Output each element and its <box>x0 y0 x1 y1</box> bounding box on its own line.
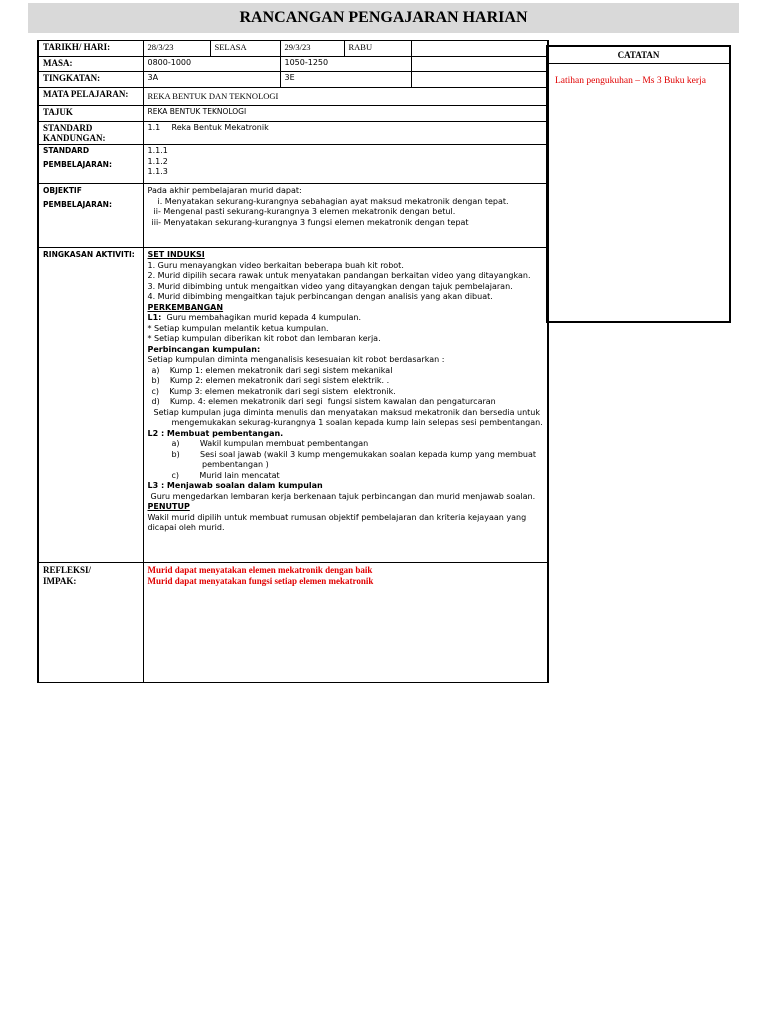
setiap-line-1: Setiap kumpulan juga diminta menulis dan menyatakan maksud mekatronik dan bersedia untuk <box>153 407 540 417</box>
induksi-line: 1. Guru menayangkan video berkaitan beberapa buah kit robot. <box>147 260 404 270</box>
topic-value: REKA BENTUK TEKNOLOGI <box>143 106 548 122</box>
sk-number: 1.1 <box>147 123 161 132</box>
catatan-heading: CATATAN <box>548 47 729 64</box>
l2-item: b) Sesi soal jawab (wakil 3 kump mengemukakan soalan kepada kump yang membuat <box>171 449 537 459</box>
class-2: 3E <box>280 72 411 88</box>
refleksi-label-line-1: REFLEKSI/ <box>43 565 92 575</box>
row-tajuk <box>38 106 548 122</box>
sk-value <box>143 122 548 145</box>
row-standard-kandungan <box>38 122 548 145</box>
penutup-line: dicapai oleh murid. <box>147 523 225 532</box>
l3-text: Guru mengedarkan lembaran kerja berkenaan tajuk perbincangan dan murid menjawab soalan. <box>150 491 536 501</box>
objektif-values <box>143 184 548 248</box>
kump-line: c) Kump 3: elemen mekatronik dari segi sistem elektronik. <box>151 386 396 396</box>
objektif-label <box>38 184 143 248</box>
day-2: RABU <box>344 41 411 57</box>
l1-text: Guru membahagikan murid kepada 4 kumpulan. <box>166 313 361 322</box>
sp-label <box>38 145 143 184</box>
row-objektif <box>38 184 548 248</box>
row-mata-pelajaran <box>38 88 548 106</box>
refleksi-content <box>143 563 548 683</box>
refleksi-line: Murid dapat menyatakan elemen mekatronik dengan baik <box>147 565 373 575</box>
objektif-label-line-1: OBJEKTIF <box>43 186 82 195</box>
penutup-heading: PENUTUP <box>147 502 190 511</box>
l1-line <box>148 313 544 324</box>
tarikh-label: TARIKH/ HARI: <box>38 41 143 57</box>
sk-text: Reka Bentuk Mekatronik <box>171 123 269 132</box>
kump-line: b) Kump 2: elemen mekatronik dari segi sistem elektrik. . <box>151 376 390 385</box>
setiap-line-2: mengemukakan sekurag-kurangnya 1 soalan kepada kump lain selepas sesi pembentangan. <box>171 418 543 427</box>
tajuk-label: TAJUK <box>38 106 143 122</box>
catatan-box <box>546 45 731 323</box>
time-1: 0800-1000 <box>143 57 280 72</box>
perkembangan-heading: PERKEMBANGAN <box>147 302 224 312</box>
induksi-line: 2. Murid dipilih secara rawak untuk menyatakan pandangan berkaitan video yang ditayangkan. <box>147 271 531 280</box>
l2-item: c) Murid lain mencatat <box>171 470 280 480</box>
l1-bullet: * Setiap kumpulan diberikan kit robot dan lembaran kerja. <box>147 334 381 343</box>
row-refleksi <box>38 563 548 683</box>
row-standard-pembelajaran <box>38 145 548 184</box>
aktiviti-label: RINGKASAN AKTIVITI: <box>38 248 143 563</box>
empty-cell <box>411 57 548 72</box>
time-2: 1050-1250 <box>280 57 411 72</box>
induksi-line: 3. Murid dibimbing untuk mengaitkan video yang ditayangkan dengan tajuk pembelajaran. <box>147 281 513 291</box>
row-tarikh <box>38 41 548 57</box>
l2-heading: L2 : Membuat pembentangan. <box>147 428 284 438</box>
subject-value: REKA BENTUK DAN TEKNOLOGI <box>143 88 548 106</box>
objektif-item: iii- Menyatakan sekurang-kurangnya 3 fungsi elemen mekatronik dengan tepat <box>151 217 469 227</box>
sp-label-line-2: PEMBELAJARAN: <box>43 159 112 169</box>
row-aktiviti <box>38 248 548 563</box>
kump-line: d) Kump. 4: elemen mekatronik dari segi fungsi sistem kawalan dan pengaturcaran <box>151 397 496 406</box>
set-induksi-heading: SET INDUKSI <box>147 250 205 259</box>
perbincangan-intro: Setiap kumpulan diminta menganalisis kesesuaian kit robot berdasarkan : <box>147 355 445 364</box>
mata-pelajaran-label: MATA PELAJARAN: <box>38 88 143 106</box>
l1-bullet: * Setiap kumpulan melantik ketua kumpulan. <box>147 323 329 333</box>
sp-item: 1.1.2 <box>147 156 168 166</box>
class-1: 3A <box>143 72 280 88</box>
l1-label: L1: <box>147 313 162 322</box>
perbincangan-heading: Perbincangan kumpulan: <box>147 344 261 354</box>
kump-line: a) Kump 1: elemen mekatronik dari segi sistem mekanikal <box>151 365 393 375</box>
sp-label-line-1: STANDARD <box>43 146 90 155</box>
lesson-plan-table <box>37 40 549 683</box>
objektif-label-line-2: PEMBELAJARAN: <box>43 199 112 209</box>
l2-item: a) Wakil kumpulan membuat pembentangan <box>171 439 369 448</box>
penutup-line: Wakil murid dipilih untuk membuat rumusan objektif pembelajaran dan kriteria kejayaan yang <box>147 512 527 522</box>
empty-cell <box>411 41 548 57</box>
objektif-intro: Pada akhir pembelajaran murid dapat: <box>147 186 302 195</box>
sk-label: STANDARD KANDUNGAN: <box>38 122 143 145</box>
sp-item: 1.1.3 <box>147 167 168 176</box>
date-2: 29/3/23 <box>280 41 344 57</box>
date-1: 28/3/23 <box>143 41 210 57</box>
sp-item: 1.1.1 <box>147 146 168 155</box>
row-tingkatan <box>38 72 548 88</box>
l2-item: pembentangan ) <box>171 460 269 469</box>
page-title: RANCANGAN PENGAJARAN HARIAN <box>28 3 739 33</box>
refleksi-label-line-2: IMPAK: <box>43 576 77 586</box>
refleksi-line: Murid dapat menyatakan fungsi setiap elemen mekatronik <box>147 576 374 586</box>
refleksi-label <box>38 563 143 683</box>
l3-heading: L3 : Menjawab soalan dalam kumpulan <box>147 481 323 490</box>
aktiviti-content <box>143 248 548 563</box>
empty-cell <box>411 72 548 88</box>
objektif-item: i. Menyatakan sekurang-kurangnya sebahagian ayat maksud mekatronik dengan tepat. <box>157 196 509 206</box>
row-masa <box>38 57 548 72</box>
sp-values <box>143 145 548 184</box>
masa-label: MASA: <box>38 57 143 72</box>
objektif-item: ii- Mengenal pasti sekurang-kurangnya 3 elemen mekatronik dengan betul. <box>153 207 456 216</box>
tingkatan-label: TINGKATAN: <box>38 72 143 88</box>
day-1: SELASA <box>210 41 280 57</box>
induksi-line: 4. Murid dibimbing mengaitkan tajuk perbincangan dengan analisis yang akan dibuat. <box>147 292 493 301</box>
catatan-note: Latihan pengukuhan – Ms 3 Buku kerja <box>555 76 706 86</box>
